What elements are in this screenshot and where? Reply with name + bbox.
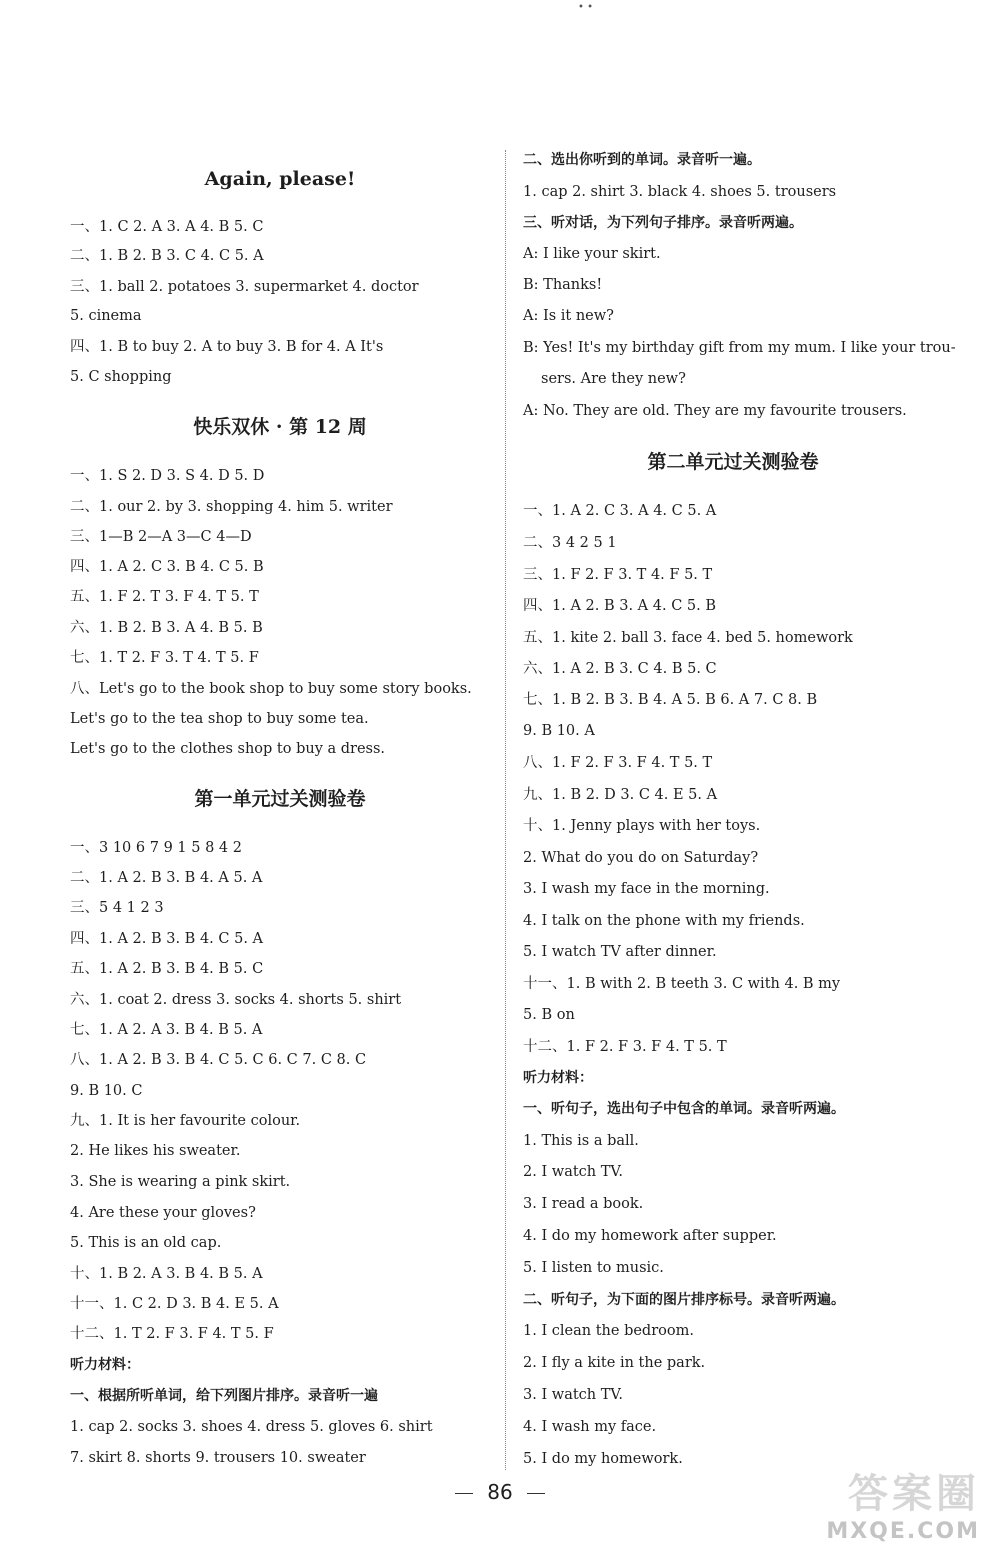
page-number-text: 86 (487, 1480, 513, 1504)
answer-line: 十、1. Jenny plays with her toys. (523, 818, 761, 834)
answer-line: 4. I talk on the phone with my friends. (523, 913, 805, 929)
dash-left (455, 1493, 473, 1494)
answer-line: 4. I do my homework after supper. (523, 1228, 777, 1244)
answer-line: 十一、1. C 2. D 3. B 4. E 5. A (70, 1296, 279, 1312)
answer-line: 九、1. B 2. D 3. C 4. E 5. A (523, 787, 718, 803)
section-title-unit-2-test: 第二单元过关测验卷 (647, 451, 819, 473)
answer-line: 六、1. B 2. B 3. A 4. B 5. B (70, 620, 263, 636)
listening-question-heading: 二、选出你听到的单词。录音听一遍。 (523, 152, 761, 168)
answer-line: 三、5 4 1 2 3 (70, 900, 164, 916)
answer-line: 5. I watch TV after dinner. (523, 944, 717, 960)
answer-line: 3. I read a book. (523, 1196, 644, 1212)
listening-question-heading: 二、听句子，为下面的图片排序标号。录音听两遍。 (523, 1292, 845, 1308)
answer-line: 三、1. ball 2. potatoes 3. supermarket 4. doctor (70, 279, 419, 295)
answer-line: 一、1. A 2. C 3. A 4. C 5. A (523, 503, 717, 519)
answer-line: 二、1. B 2. B 3. C 4. C 5. A (70, 248, 264, 264)
answer-line: 四、1. A 2. B 3. B 4. C 5. A (70, 931, 264, 947)
answer-line: 八、Let's go to the book shop to buy some story books. (70, 681, 472, 697)
listening-material-label: 听力材料： (70, 1357, 140, 1373)
answer-line: 5. This is an old cap. (70, 1235, 222, 1251)
answer-line: 七、1. T 2. F 3. T 4. T 5. F (70, 650, 259, 666)
answer-line: 2. What do you do on Saturday? (523, 850, 759, 866)
answer-line: 三、1. F 2. F 3. T 4. F 5. T (523, 567, 713, 583)
answer-line: 十、1. B 2. A 3. B 4. B 5. A (70, 1266, 263, 1282)
answer-line: 1. I clean the bedroom. (523, 1323, 694, 1339)
answer-line: 9. B 10. C (70, 1083, 143, 1099)
section-title-week-12: 快乐双休 · 第 12 周 (193, 416, 367, 438)
answer-line: 九、1. It is her favourite colour. (70, 1113, 301, 1129)
scan-mark: • • (578, 2, 593, 13)
answer-line: 2. He likes his sweater. (70, 1143, 241, 1159)
answer-line: 2. I watch TV. (523, 1164, 623, 1180)
dialogue-line: A: No. They are old. They are my favourite trousers. (523, 403, 907, 419)
listening-question-heading: 三、听对话，为下列句子排序。录音听两遍。 (523, 215, 803, 231)
answer-line: 二、1. A 2. B 3. B 4. A 5. A (70, 870, 263, 886)
answer-line: 9. B 10. A (523, 723, 595, 739)
answer-line: 1. cap 2. socks 3. shoes 4. dress 5. gloves 6. shirt (70, 1419, 433, 1435)
section-title-again-please: Again, please! (204, 168, 356, 190)
answer-line: 五、1. kite 2. ball 3. face 4. bed 5. homework (523, 630, 853, 646)
answer-line: 五、1. A 2. B 3. B 4. B 5. C (70, 961, 264, 977)
dash-right (527, 1493, 545, 1494)
section-title-unit-1-test: 第一单元过关测验卷 (194, 788, 366, 810)
dialogue-line: B: Thanks! (523, 277, 603, 293)
watermark-logo-text: 答案圈 (848, 1471, 980, 1517)
answer-line: 一、1. S 2. D 3. S 4. D 5. D (70, 468, 265, 484)
answer-line: Let's go to the clothes shop to buy a dress. (70, 741, 386, 757)
answer-line: 六、1. A 2. B 3. C 4. B 5. C (523, 661, 717, 677)
column-divider (505, 150, 507, 1470)
dialogue-line: A: I like your skirt. (523, 246, 661, 262)
answer-line: 七、1. A 2. A 3. B 4. B 5. A (70, 1022, 263, 1038)
answer-line: 二、3 4 2 5 1 (523, 535, 617, 551)
dialogue-line: A: Is it new? (523, 308, 614, 324)
watermark-url: MXQE.COM (826, 1519, 980, 1544)
answer-line: 十二、1. T 2. F 3. F 4. T 5. F (70, 1326, 274, 1342)
answer-line: 六、1. coat 2. dress 3. socks 4. shorts 5. shirt (70, 992, 402, 1008)
answer-line: 十一、1. B with 2. B teeth 3. C with 4. B my (523, 976, 841, 992)
answer-line: 五、1. F 2. T 3. F 4. T 5. T (70, 589, 259, 605)
answer-line: 3. I watch TV. (523, 1387, 623, 1403)
answer-line: 八、1. A 2. B 3. B 4. C 5. C 6. C 7. C 8. C (70, 1052, 367, 1068)
answer-line: 二、1. our 2. by 3. shopping 4. him 5. writer (70, 499, 393, 515)
answer-line: 1. cap 2. shirt 3. black 4. shoes 5. trousers (523, 184, 837, 200)
answer-line: Let's go to the tea shop to buy some tea. (70, 711, 369, 727)
answer-line: 3. I wash my face in the morning. (523, 881, 770, 897)
dialogue-line: sers. Are they new? (541, 371, 686, 387)
answer-line: 七、1. B 2. B 3. B 4. A 5. B 6. A 7. C 8. B (523, 692, 818, 708)
answer-line: 5. I do my homework. (523, 1451, 683, 1467)
answer-line: 一、1. C 2. A 3. A 4. B 5. C (70, 219, 264, 235)
listening-question-heading: 一、听句子，选出句子中包含的单词。录音听两遍。 (523, 1101, 845, 1117)
watermark (826, 1462, 980, 1544)
answer-line: 5. B on (523, 1007, 575, 1023)
answer-line: 1. This is a ball. (523, 1133, 639, 1149)
answer-line: 5. cinema (70, 308, 142, 324)
answer-line: 4. Are these your gloves? (70, 1205, 256, 1221)
dialogue-line: B: Yes! It's my birthday gift from my mum. I like your trou- (523, 340, 956, 356)
answer-line: 四、1. B to buy 2. A to buy 3. B for 4. A It's (70, 339, 384, 355)
answer-line: 5. I listen to music. (523, 1260, 664, 1276)
answer-line: 一、3 10 6 7 9 1 5 8 4 2 (70, 840, 242, 856)
answer-line: 5. C shopping (70, 369, 172, 385)
answer-line: 三、1—B 2—A 3—C 4—D (70, 529, 252, 545)
answer-line: 四、1. A 2. B 3. A 4. C 5. B (523, 598, 717, 614)
answer-line: 八、1. F 2. F 3. F 4. T 5. T (523, 755, 713, 771)
page-number (440, 1480, 560, 1504)
listening-material-label: 听力材料： (523, 1070, 593, 1086)
answer-line: 3. She is wearing a pink skirt. (70, 1174, 291, 1190)
answer-line: 4. I wash my face. (523, 1419, 657, 1435)
answer-line: 四、1. A 2. C 3. B 4. C 5. B (70, 559, 264, 575)
listening-question-heading: 一、根据所听单词，给下列图片排序。录音听一遍 (70, 1388, 378, 1404)
answer-line: 7. skirt 8. shorts 9. trousers 10. sweater (70, 1450, 366, 1466)
answer-line: 2. I fly a kite in the park. (523, 1355, 706, 1371)
answer-line: 十二、1. F 2. F 3. F 4. T 5. T (523, 1039, 727, 1055)
